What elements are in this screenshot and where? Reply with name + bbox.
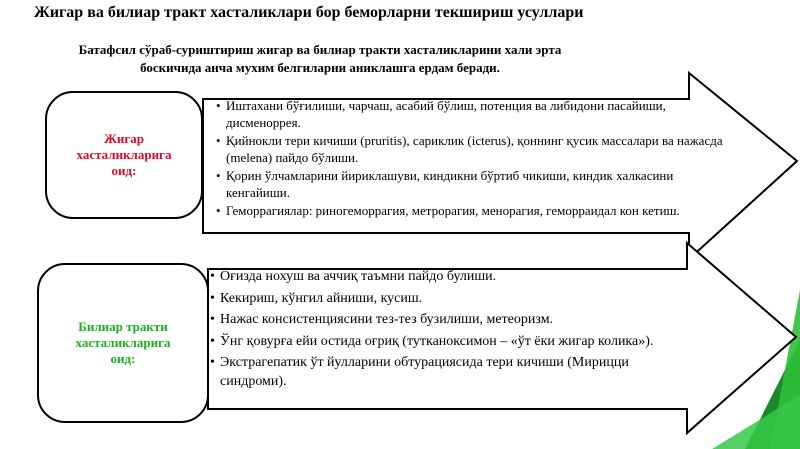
list-item: • Ўнг қовурға ейи остида оғриқ (тутканоксимон – «ўт ёки жигар колика»). [210, 333, 680, 352]
list-item: • Қийнокли тери кичиши (pruritis), сариклик (icterus), қоннинг қусик массалари ва нажасда (melena) пайдо бўлиши. [216, 133, 723, 165]
liver-diseases-label-box [45, 91, 203, 219]
biliary-symptoms-list [210, 268, 680, 394]
list-item: • Оғизда нохуш ва аччиқ таъмни пайдо булиши. [210, 268, 680, 287]
biliary-tract-label-box [37, 263, 209, 423]
bullet-icon: • [216, 203, 221, 218]
list-item: • Геморрагиялар: риногеморрагия, метрорагия, менорагия, геморраидал кон кетиш. [216, 203, 680, 218]
subtitle-line-1: Батафсил сўраб-суриштириш жигар ва билиар тракти хасталикларини хали эрта [78, 42, 562, 57]
slide-title: Жигар ва билиар тракт хасталиклари бор беморларни текшириш усуллари [34, 4, 584, 21]
bullet-icon: • [210, 333, 215, 349]
list-item: • Қорин ўлчамларини йириклашуви, киндикни бўртиб чикиши, киндик халкасини кенгайиши. [216, 168, 674, 200]
biliary-label-line-2: хасталикларига [75, 335, 171, 350]
subtitle-line-2: боскичида анча мухим белгиларни аниклашга ердам беради. [140, 60, 500, 75]
list-item: • Кекириш, кўнгил айниши, кусиш. [210, 290, 680, 309]
bullet-icon: • [216, 168, 221, 183]
liver-label-line-1: Жигар [104, 131, 144, 146]
list-item: • Иштахани бўғилиши, чарчаш, асабий бўлиш, потенция ва либидони пасайиши, дисменоррея. [216, 98, 666, 130]
bullet-icon: • [210, 290, 215, 306]
biliary-label-line-3: оид: [110, 351, 136, 366]
liver-label-line-2: хасталикларига [76, 147, 172, 162]
list-item: • Экстрагепатик ўт йулларини обтурациясида тери кичиши (Мирицци синдроми). [210, 355, 629, 389]
biliary-label-line-1: Билиар тракти [78, 319, 168, 334]
bullet-icon: • [210, 355, 215, 370]
liver-symptoms-list [216, 97, 736, 220]
list-item: • Нажас консистенциясини тез-тез бузилиши, метеоризм. [210, 311, 680, 330]
liver-label-line-3: оид: [111, 163, 137, 178]
bullet-icon: • [216, 98, 221, 113]
bullet-icon: • [210, 312, 215, 327]
bullet-icon: • [210, 269, 215, 284]
bullet-icon: • [216, 133, 221, 148]
